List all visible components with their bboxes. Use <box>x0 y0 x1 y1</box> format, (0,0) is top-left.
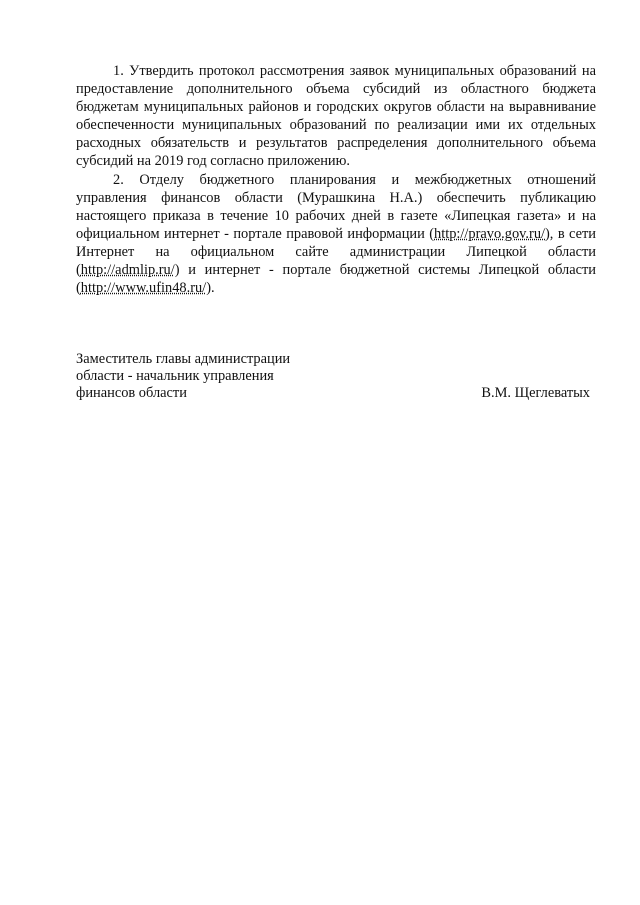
document-body <box>76 62 596 297</box>
paragraph-2-text-a: Отделу бюджетного планирования и межбюджетных отношений управления финансов области (Мурашкина Н.А.) обеспечить публикацию настоящего приказа в течение 10 рабочих дней в газете «Липецкая газета» и на официальном интернет - портале правовой информации ( <box>76 171 596 242</box>
paragraph-1-text: Утвердить протокол рассмотрения заявок муниципальных образований на предоставление дополнительного объема субсидий из областного бюджета бюджетам муниципальных районов и городских округов области на выравнивание обеспеченности муниципальных образований по реализации ими их отдельных расходных обязательств и результатов распределения дополнительного объема субсидий на 2019 год согласно приложению. <box>76 63 596 170</box>
paragraph-1 <box>76 62 596 171</box>
signatory-title-line-3: финансов области <box>76 385 187 401</box>
signatory-title-line-2: области - начальник управления <box>76 368 274 384</box>
paragraph-2-text-d: ). <box>206 280 215 297</box>
signatory-title-line-1: Заместитель главы администрации <box>76 351 291 367</box>
signatory-row <box>76 385 590 402</box>
link-pravo[interactable]: http://pravo.gov.ru/ <box>434 225 546 242</box>
paragraph-2-number: 2. <box>113 171 124 188</box>
link-admlip[interactable]: http://admlip.ru/ <box>80 262 175 279</box>
signatory-name: В.М. Щеглеватых <box>481 385 590 401</box>
signature-block <box>76 351 596 402</box>
paragraph-2-text-c: ) и интернет - портале бюджетной системы Липецкой области ( <box>76 262 596 297</box>
paragraph-1-number: 1. <box>113 63 124 79</box>
link-ufin48[interactable]: http://www.ufin48.ru/ <box>80 280 207 297</box>
paragraph-2-text-b: ), в сети Интернет на официальном сайте администрации Липецкой области ( <box>76 225 596 279</box>
paragraph-2 <box>76 171 596 298</box>
